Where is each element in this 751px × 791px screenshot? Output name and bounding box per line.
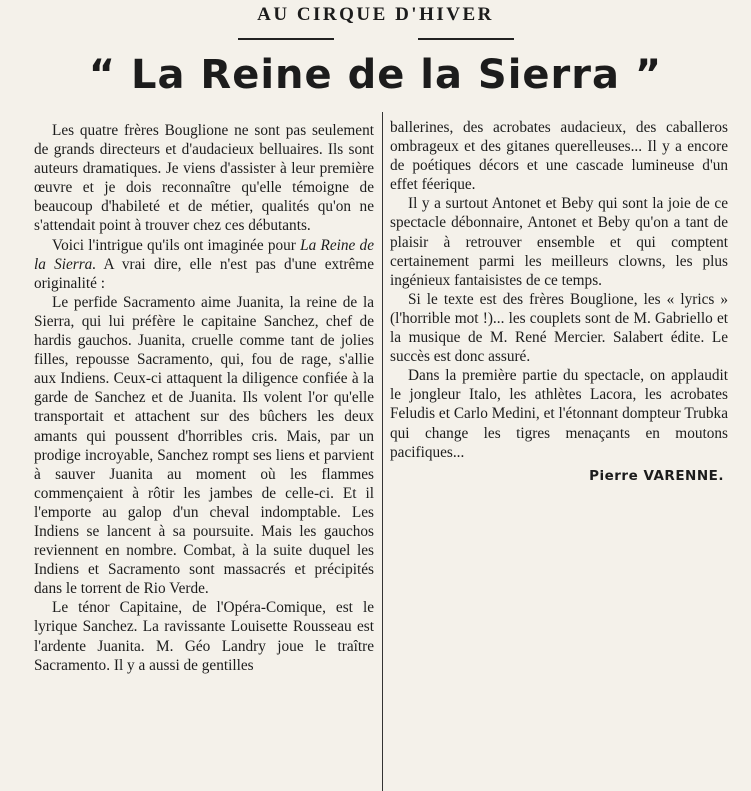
paragraph-text: Voici l'intrigue qu'ils ont imaginée pour bbox=[52, 236, 301, 254]
paragraph: Il y a surtout Antonet et Beby qui sont la joie de ce spectacle débonnaire, Antonet et Beby qu'on a tant de plaisir à retrouver ensemble et qui comptent certainement parmi les meilleurs clowns, les plus ingénieux fantaisistes de ce temps. bbox=[390, 195, 728, 289]
section-kicker: AU CIRQUE D'HIVER bbox=[257, 4, 494, 25]
play-title: La Reine de la Sierra. bbox=[34, 236, 374, 273]
paragraph: Si le texte est des frères Bouglione, les « lyrics » (l'horrible mot !)... les couplets sont de M. Gabriello et la musique de M. René Mercier. Salabert édite. Le succès est donc assuré. bbox=[390, 290, 728, 366]
kicker-rule-right bbox=[418, 38, 514, 40]
article-headline: “ La Reine de la Sierra ” bbox=[88, 52, 663, 98]
paragraph: Le perfide Sacramento aime Juanita, la reine de la Sierra, qui lui préfère le capitaine Sanchez, chef de hardis gauchos. Juanita, cruelle comme tant de jolies filles, repousse Sacramento, qui, fou de rage, s'allie aux Indiens. Ceux-ci attaquent la diligence confiée à la garde de Sanchez et de Juanita. Ils volent l'or qu'elle transportait et attachent sur des bûchers les deux amants qui poussent d'horribles cris. Mais, par un prodige incroyable, Sanchez rompt ses liens et parvient à sauver Juanita au moment où les flammes commençaient à rôtir les jambes de celle-ci. Et il l'emporte au galop d'un cheval indomptable. Les Indiens se lancent à sa poursuite. Mais les gauchos reviennent en nombre. Combat, à la suite duquel les Indiens et Sacramento sont massacrés et précipités dans le torrent de Rio Verde. bbox=[34, 293, 374, 598]
paragraph: Le ténor Capitaine, de l'Opéra-Comique, est le lyrique Sanchez. La ravissante Louisette Rousseau est l'ardente Juanita. M. Géo Landry joue le traître Sacramento. Il y a aussi de gentilles bbox=[34, 599, 374, 674]
article-column-left bbox=[34, 121, 374, 675]
paragraph: Dans la première partie du spectacle, on applaudit le jongleur Italo, les athlètes Lacora, les acrobates Feludis et Carlo Medini, et l'étonnant dompteur Trubka qui change les tigres menaçants en moutons pacifiques... bbox=[390, 367, 728, 461]
kicker-rule-left bbox=[238, 38, 334, 40]
paragraph: Les quatre frères Bouglione ne sont pas seulement de grands directeurs et d'audacieux belluaires. Ils sont auteurs dramatiques. Je viens d'assister à leur première œuvre et je dois reconnaître qu'elle témoigne de beaucoup d'habileté et de métier, qualités qu'on ne s'attendait point à trouver chez ces débutants. bbox=[34, 122, 374, 235]
paragraph-text: A vrai dire, elle n'est pas d'une extrême originalité : bbox=[34, 255, 374, 292]
paragraph bbox=[34, 236, 374, 293]
author-signature: Pierre VARENNE. bbox=[589, 467, 724, 484]
paragraph-continued: ballerines, des acrobates audacieux, des caballeros ombrageux et des gitanes querelleuses... Il y a encore de poétiques décors et une cascade lumineuse d'un effet féerique. bbox=[390, 119, 728, 194]
article-column-right bbox=[390, 118, 728, 486]
column-divider bbox=[382, 112, 383, 791]
